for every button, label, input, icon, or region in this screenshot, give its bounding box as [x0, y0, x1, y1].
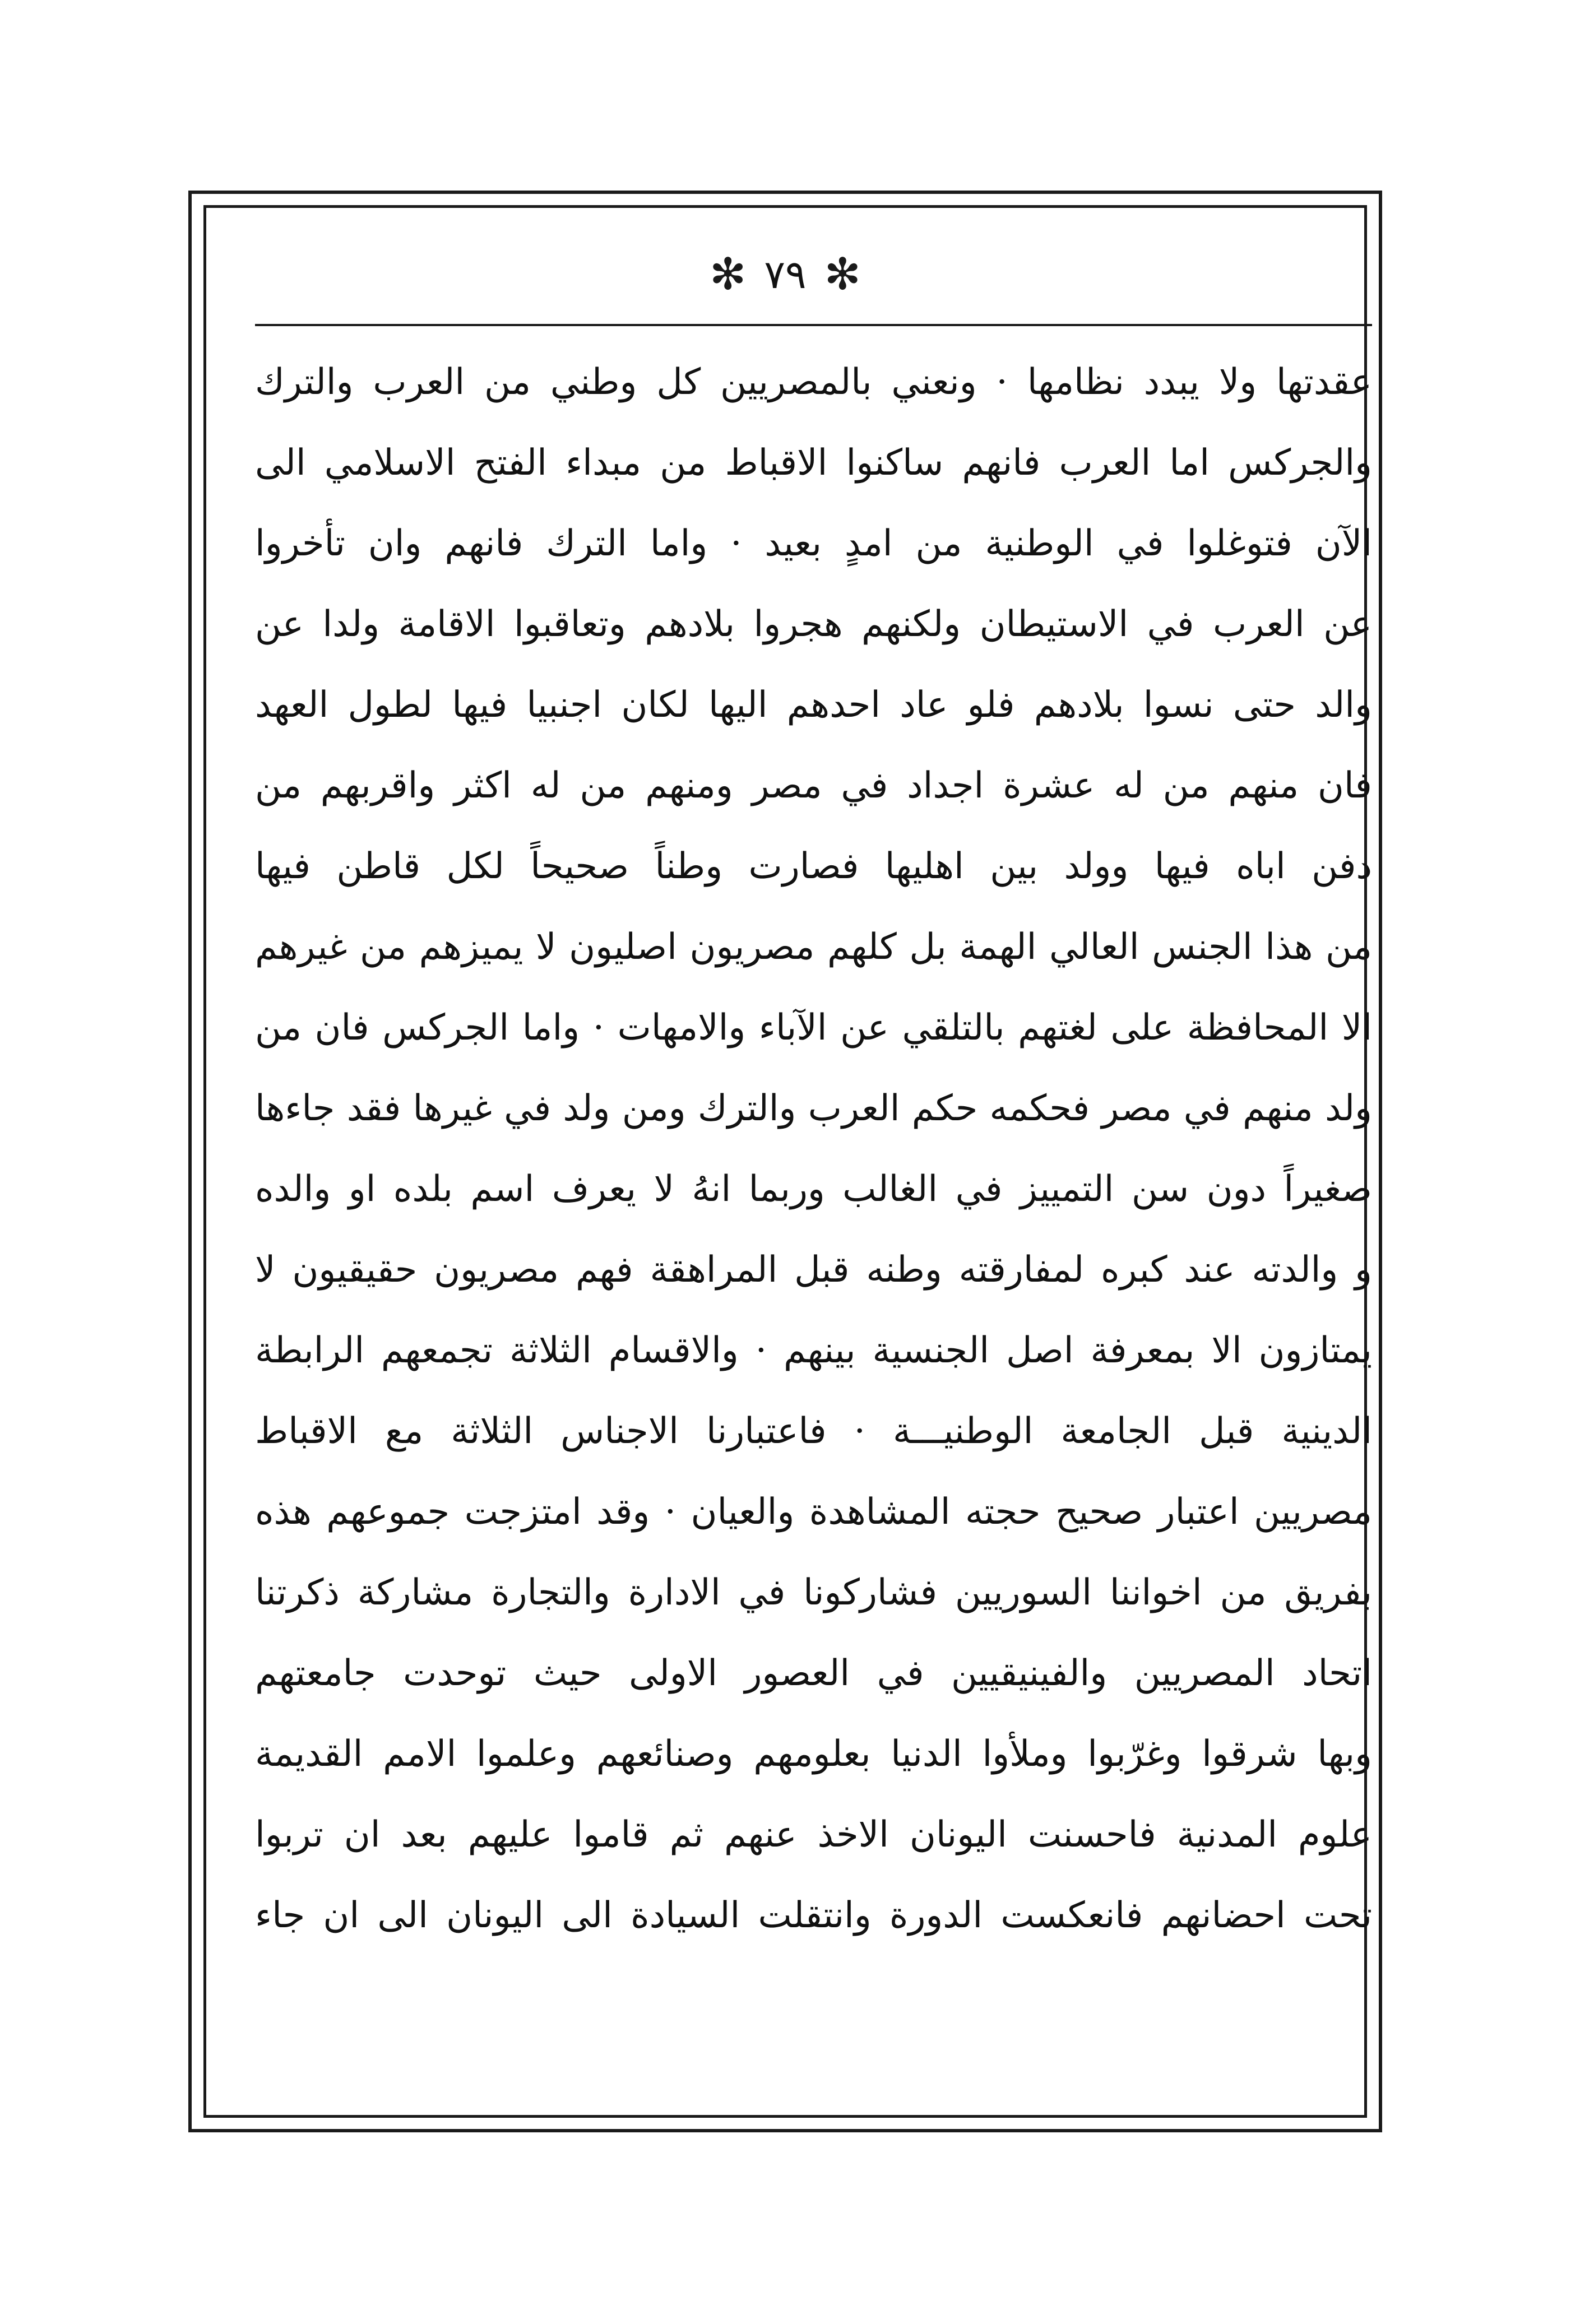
ornament-icon-right: ✻ — [824, 249, 861, 300]
text-line: والجركس اما العرب فانهم ساكنوا الاقباط من مبداء الفتح الاسلامي الى — [255, 442, 1372, 484]
text-line: اتحاد المصريين والفينيقيين في العصور الاولى حيث توحدت جامعتهم — [255, 1653, 1372, 1694]
text-line: يمتازون الا بمعرفة اصل الجنسية بينهم · والاقسام الثلاثة تجمعهم الرابطة — [255, 1330, 1372, 1371]
text-line: ولد منهم في مصر فحكمه حكم العرب والترك ومن ولد في غيرها فقد جاءها — [255, 1088, 1372, 1129]
text-line: من هذا الجنس العالي الهمة بل كلهم مصريون اصليون لا يميزهم من غيرهم — [255, 926, 1372, 968]
text-line: و والدته عند كبره لمفارقته وطنه قبل المراهقة فهم مصريون حقيقيون لا — [255, 1249, 1372, 1291]
text-line: تحت احضانهم فانعكست الدورة وانتقلت السيادة الى اليونان الى ان جاء — [255, 1895, 1372, 1936]
text-line: الا المحافظة على لغتهم بالتلقي عن الآباء والامهات · واما الجركس فان من — [255, 1007, 1372, 1049]
text-line: وبها شرقوا وغرّبوا وملأوا الدنيا بعلومهم وصنائعهم وعلموا الامم القديمة — [255, 1733, 1372, 1775]
text-line: عن العرب في الاستيطان ولكنهم هجروا بلادهم وتعاقبوا الاقامة ولدا عن — [255, 604, 1372, 645]
text-line: والد حتى نسوا بلادهم فلو عاد احدهم اليها لكان اجنبيا فيها لطول العهد — [255, 684, 1372, 726]
ornament-icon-left: ✻ — [710, 249, 747, 300]
page-number: ٧٩ — [764, 252, 807, 298]
header-divider — [255, 324, 1372, 326]
text-line: مصريين اعتبار صحيح حجته المشاهدة والعيان · وقد امتزجت جموعهم هذه — [255, 1491, 1372, 1533]
text-line: صغيراً دون سن التمييز في الغالب وربما انهُ لا يعرف اسم بلده او والده — [255, 1168, 1372, 1210]
page-header — [203, 235, 1367, 314]
text-line: الآن فتوغلوا في الوطنية من امدٍ بعيد · واما الترك فانهم وان تأخروا — [255, 523, 1372, 564]
text-line: دفن اباه فيها وولد بين اهليها فصارت وطناً صحيحاً لكل قاطن فيها — [255, 846, 1372, 887]
text-line: فان منهم من له عشرة اجداد في مصر ومنهم من له اكثر واقربهم من — [255, 765, 1372, 806]
text-line: الدينية قبل الجامعة الوطنيـــة · فاعتبارنا الاجناس الثلاثة مع الاقباط — [255, 1411, 1372, 1452]
text-line: بفريق من اخواننا السوريين فشاركونا في الادارة والتجارة مشاركة ذكرتنا — [255, 1572, 1372, 1613]
body-text — [255, 342, 1372, 2090]
text-line: علوم المدنية فاحسنت اليونان الاخذ عنهم ثم قاموا عليهم بعد ان تربوا — [255, 1814, 1372, 1856]
text-line: عقدتها ولا يبدد نظامها · ونعني بالمصريين كل وطني من العرب والترك — [255, 361, 1372, 403]
